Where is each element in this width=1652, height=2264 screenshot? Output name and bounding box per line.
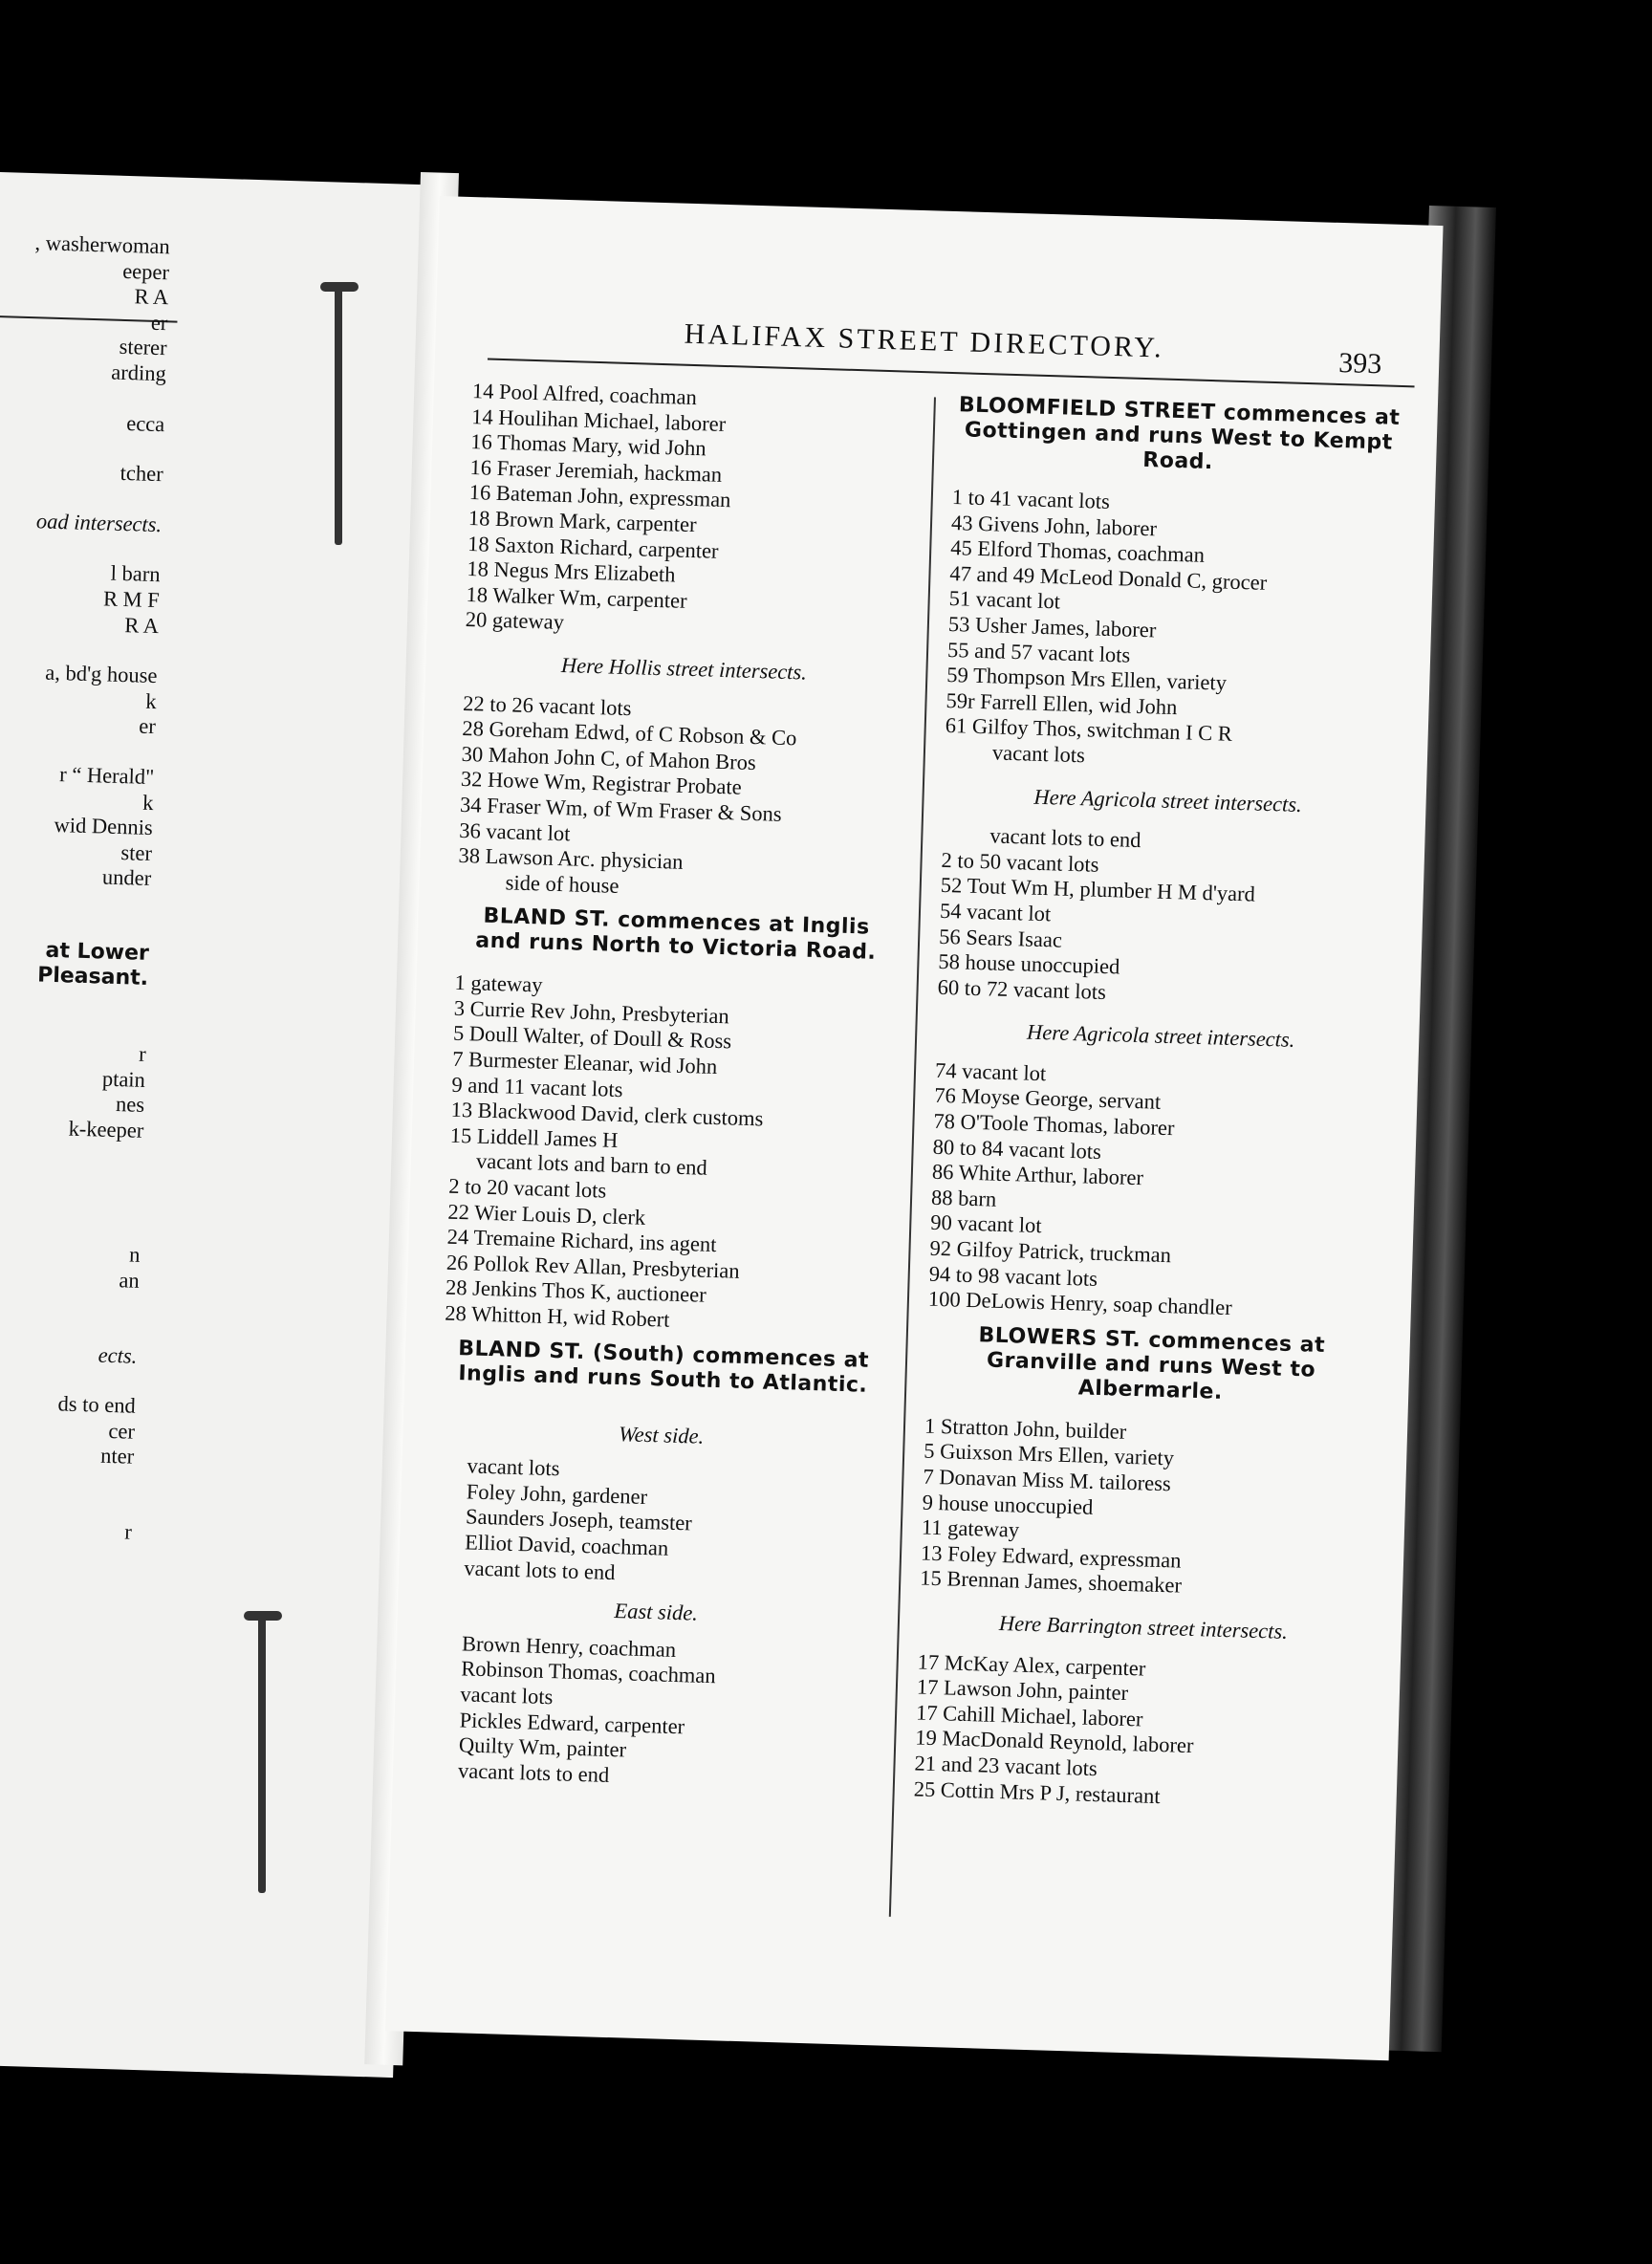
directory-entry: 61 Gilfoy Thos, switchman I C R <box>945 713 1233 747</box>
left-page-line: eeper <box>121 258 170 284</box>
directory-entry: 9 and 11 vacant lots <box>451 1072 623 1101</box>
entry-list <box>937 848 1391 1013</box>
left-page-fragment <box>0 229 170 1545</box>
left-page-line <box>0 1490 133 1519</box>
directory-entry: 60 to 72 vacant lots <box>937 974 1107 1004</box>
gutter-mark-top-cap <box>320 282 359 292</box>
directory-entry: 80 to 84 vacant lots <box>932 1134 1102 1164</box>
directory-entry: 19 MacDonald Reynold, laborer <box>915 1725 1194 1758</box>
intersection-note: Here Barrington street intersects. <box>998 1610 1289 1644</box>
directory-entry: 14 Pool Alfred, coachman <box>471 379 698 410</box>
intersection-note: Here Agricola street intersects. <box>1026 1019 1295 1053</box>
left-page-line: arding <box>110 359 167 386</box>
left-page-line: sterer <box>119 335 167 360</box>
directory-entry: Elliot David, coachman <box>464 1530 669 1560</box>
directory-entry: 54 vacant lot <box>939 898 1052 926</box>
left-page-line: nes <box>115 1092 145 1118</box>
column-left <box>431 379 912 1796</box>
directory-entry: 51 vacant lot <box>948 586 1061 614</box>
directory-entry: 86 White Arthur, laborer <box>931 1159 1144 1190</box>
side-label: East side. <box>614 1599 699 1625</box>
directory-entry: 100 DeLowis Henry, soap chandler <box>927 1286 1233 1320</box>
directory-entry: 47 and 49 McLeod Donald C, grocer <box>949 560 1268 595</box>
left-page-line: cer <box>108 1418 136 1444</box>
directory-entry: 13 Foley Edward, expressman <box>920 1540 1182 1573</box>
left-page-line: l barn <box>110 560 161 587</box>
left-page-line: k <box>141 790 154 815</box>
directory-entry: 1 to 41 vacant lots <box>951 485 1111 513</box>
directory-entry: 56 Sears Isaac <box>938 924 1063 952</box>
directory-entry: 9 house unoccupied <box>922 1490 1094 1519</box>
left-page-line: ster <box>120 839 153 865</box>
gutter-mark-bottom <box>258 1616 266 1893</box>
entry-list <box>437 1453 880 1594</box>
directory-entry: 16 Bateman John, expressman <box>468 480 731 512</box>
directory-entry: 17 McKay Alex, carpenter <box>917 1649 1146 1681</box>
left-page-line: r <box>138 1041 147 1066</box>
directory-entry: 58 house unoccupied <box>938 948 1120 979</box>
left-page-line <box>0 1213 141 1243</box>
intersection-note: Here Hollis street intersects. <box>560 652 808 685</box>
directory-entry: 34 Fraser Wm, of Wm Fraser & Sons <box>459 792 782 826</box>
intersection-note: Here Agricola street intersects. <box>1033 784 1303 816</box>
directory-entry: 18 Brown Mark, carpenter <box>467 506 697 537</box>
left-page-line: nter <box>99 1444 135 1469</box>
directory-entry: 14 Houlihan Michael, laborer <box>470 403 727 436</box>
left-page-line: n <box>128 1242 141 1268</box>
directory-entry: 55 and 57 vacant lots <box>946 637 1131 667</box>
directory-entry: 2 to 20 vacant lots <box>447 1173 607 1203</box>
directory-entry: 22 to 26 vacant lots <box>462 690 632 720</box>
entry-list <box>913 1649 1367 1815</box>
left-page-line: oad intersects. <box>35 509 163 536</box>
left-page-line: ds to end <box>57 1391 137 1418</box>
left-page-line: r “ Herald" <box>58 762 155 789</box>
directory-entry: 88 barn <box>930 1185 997 1211</box>
directory-entry: 5 Doull Walter, of Doull & Ross <box>452 1021 732 1054</box>
left-page-line: at Lower <box>45 938 150 966</box>
directory-entry: Brown Henry, coachman <box>461 1631 677 1662</box>
left-page-line: R A <box>124 612 160 638</box>
directory-entry: 28 Jenkins Thos K, auctioneer <box>445 1275 707 1308</box>
directory-entry: 28 Whitton H, wid Robert <box>444 1300 670 1332</box>
directory-entry: 52 Tout Wm H, plumber H M d'yard <box>940 873 1256 906</box>
directory-entry: 16 Thomas Mary, wid John <box>470 429 706 461</box>
left-page-line: ptain <box>101 1066 146 1092</box>
left-page-line: k <box>145 688 158 713</box>
directory-entry: 53 Usher James, laborer <box>947 611 1157 642</box>
directory-entry: 3 Currie Rev John, Presbyterian <box>453 995 730 1029</box>
directory-page <box>385 196 1443 2060</box>
directory-entry: 17 Lawson John, painter <box>916 1674 1129 1706</box>
directory-entry: 26 Pollok Rev Allan, Presbyterian <box>446 1250 741 1283</box>
left-page-line: an <box>119 1268 141 1293</box>
entry-list <box>445 1174 889 1339</box>
directory-entry: Pickles Edward, carpenter <box>459 1707 685 1738</box>
left-page-line: wid Dennis <box>54 813 154 840</box>
left-page-line: k-keeper <box>68 1116 144 1143</box>
directory-entry: Quilty Wm, painter <box>458 1732 627 1762</box>
street-heading: BLOWERS ST. commences at Granville and runs West to Albermarle. <box>978 1323 1326 1404</box>
street-heading: BLAND ST. (South) commences at Inglis and runs South to Atlantic. <box>457 1336 870 1398</box>
left-page-line: er <box>150 310 168 336</box>
left-page-line: r <box>124 1519 133 1544</box>
directory-entry: Foley John, gardener <box>466 1479 648 1509</box>
directory-entry: 25 Cottin Mrs P J, restaurant <box>913 1775 1161 1808</box>
directory-entry: vacant lots to end <box>464 1555 616 1584</box>
entry-continuation: vacant lots and barn to end <box>475 1149 708 1181</box>
left-page-line: tcher <box>120 461 164 487</box>
directory-entry: 13 Blackwood David, clerk customs <box>450 1098 764 1131</box>
directory-entry: 16 Fraser Jeremiah, hackman <box>469 454 723 487</box>
directory-entry: 21 and 23 vacant lots <box>914 1751 1098 1781</box>
directory-entry: 30 Mahon John C, of Mahon Bros <box>461 741 757 774</box>
page-title: HALIFAX STREET DIRECTORY. <box>684 317 1165 364</box>
directory-entry: 28 Goreham Edwd, of C Robson & Co <box>462 716 797 751</box>
side-label: West side. <box>618 1421 705 1448</box>
directory-entry: 7 Donavan Miss M. tailoress <box>923 1464 1172 1496</box>
directory-entry: 38 Lawson Arc. physician <box>458 842 684 874</box>
left-page-line: er <box>139 713 157 739</box>
directory-entry: 74 vacant lot <box>934 1057 1047 1086</box>
directory-entry: 45 Elford Thomas, coachman <box>949 535 1206 568</box>
street-heading: BLAND ST. commences at Inglis and runs North to Victoria Road. <box>474 903 877 966</box>
page-number: 393 <box>1337 346 1382 381</box>
directory-entry: 15 Brennan James, shoemaker <box>919 1565 1183 1599</box>
left-page-line <box>0 1364 137 1394</box>
directory-entry: 2 to 50 vacant lots <box>941 847 1099 877</box>
directory-entry: 1 gateway <box>454 970 543 997</box>
directory-entry: 5 Guixson Mrs Ellen, variety <box>923 1439 1175 1470</box>
directory-entry: 59 Thompson Mrs Ellen, variety <box>946 663 1228 695</box>
directory-entry: 15 Liddell James H <box>449 1122 619 1152</box>
directory-entry: 32 Howe Wm, Registrar Probate <box>460 767 743 799</box>
left-page-line: R A <box>134 284 169 310</box>
entry-list <box>920 1413 1374 1604</box>
left-page-line: a, bd'g house <box>44 660 158 688</box>
entry-list <box>928 1058 1385 1326</box>
directory-entry: 92 Gilfoy Patrick, truckman <box>929 1235 1172 1268</box>
directory-entry: 17 Cahill Michael, laborer <box>915 1700 1143 1731</box>
entry-list <box>458 690 902 882</box>
left-page-line <box>0 1314 138 1343</box>
entry-list <box>945 485 1402 752</box>
entry-continuation: vacant lots <box>991 740 1086 768</box>
directory-entry: 94 to 98 vacant lots <box>928 1261 1098 1291</box>
directory-entry: 78 O'Toole Thomas, laborer <box>933 1108 1175 1141</box>
directory-entry: 43 Givens John, laborer <box>950 510 1158 540</box>
directory-entry: Robinson Thomas, coachman <box>460 1656 716 1688</box>
directory-entry: 18 Saxton Richard, carpenter <box>467 531 719 563</box>
left-page-line: , washerwoman <box>34 230 171 259</box>
entry-line: vacant lots to end <box>989 823 1141 853</box>
left-page-line: ecca <box>125 410 165 436</box>
directory-entry: 7 Burmester Eleanar, wid John <box>451 1046 718 1079</box>
left-page-line: ects. <box>98 1342 138 1368</box>
directory-entry: vacant lots <box>467 1453 560 1481</box>
entry-list <box>465 379 912 645</box>
directory-entry: 20 gateway <box>465 607 565 635</box>
gutter-mark-bottom-cap <box>244 1611 282 1621</box>
directory-entry: vacant lots to end <box>457 1758 610 1787</box>
directory-entry: 36 vacant lot <box>458 817 571 845</box>
gutter-mark-top <box>335 287 342 545</box>
directory-entry: 18 Negus Mrs Elizabeth <box>467 556 676 587</box>
directory-entry: 11 gateway <box>921 1514 1020 1542</box>
directory-entry: 22 Wier Louis D, clerk <box>447 1199 646 1230</box>
entry-list <box>431 1630 876 1796</box>
left-page-line: under <box>101 864 152 891</box>
directory-entry: 24 Tremaine Richard, ins agent <box>446 1224 717 1257</box>
directory-entry: 90 vacant lot <box>930 1210 1042 1238</box>
directory-entry: Saunders Joseph, teamster <box>465 1504 693 1535</box>
left-page-line: R M F <box>102 586 161 613</box>
entry-continuation: side of house <box>505 870 620 898</box>
directory-entry: 59r Farrell Ellen, wid John <box>946 687 1178 719</box>
entry-list <box>449 970 894 1162</box>
street-heading: BLOOMFIELD STREET commences at Gottingen and runs West to Kempt Road. <box>958 393 1401 475</box>
directory-entry: 18 Walker Wm, carpenter <box>466 581 687 613</box>
column-right <box>913 393 1404 1815</box>
left-page-line: Pleasant. <box>36 964 149 991</box>
directory-entry: vacant lots <box>460 1682 554 1709</box>
directory-entry: 1 Stratton John, builder <box>924 1413 1127 1444</box>
directory-entry: 76 Moyse George, servant <box>933 1083 1162 1115</box>
